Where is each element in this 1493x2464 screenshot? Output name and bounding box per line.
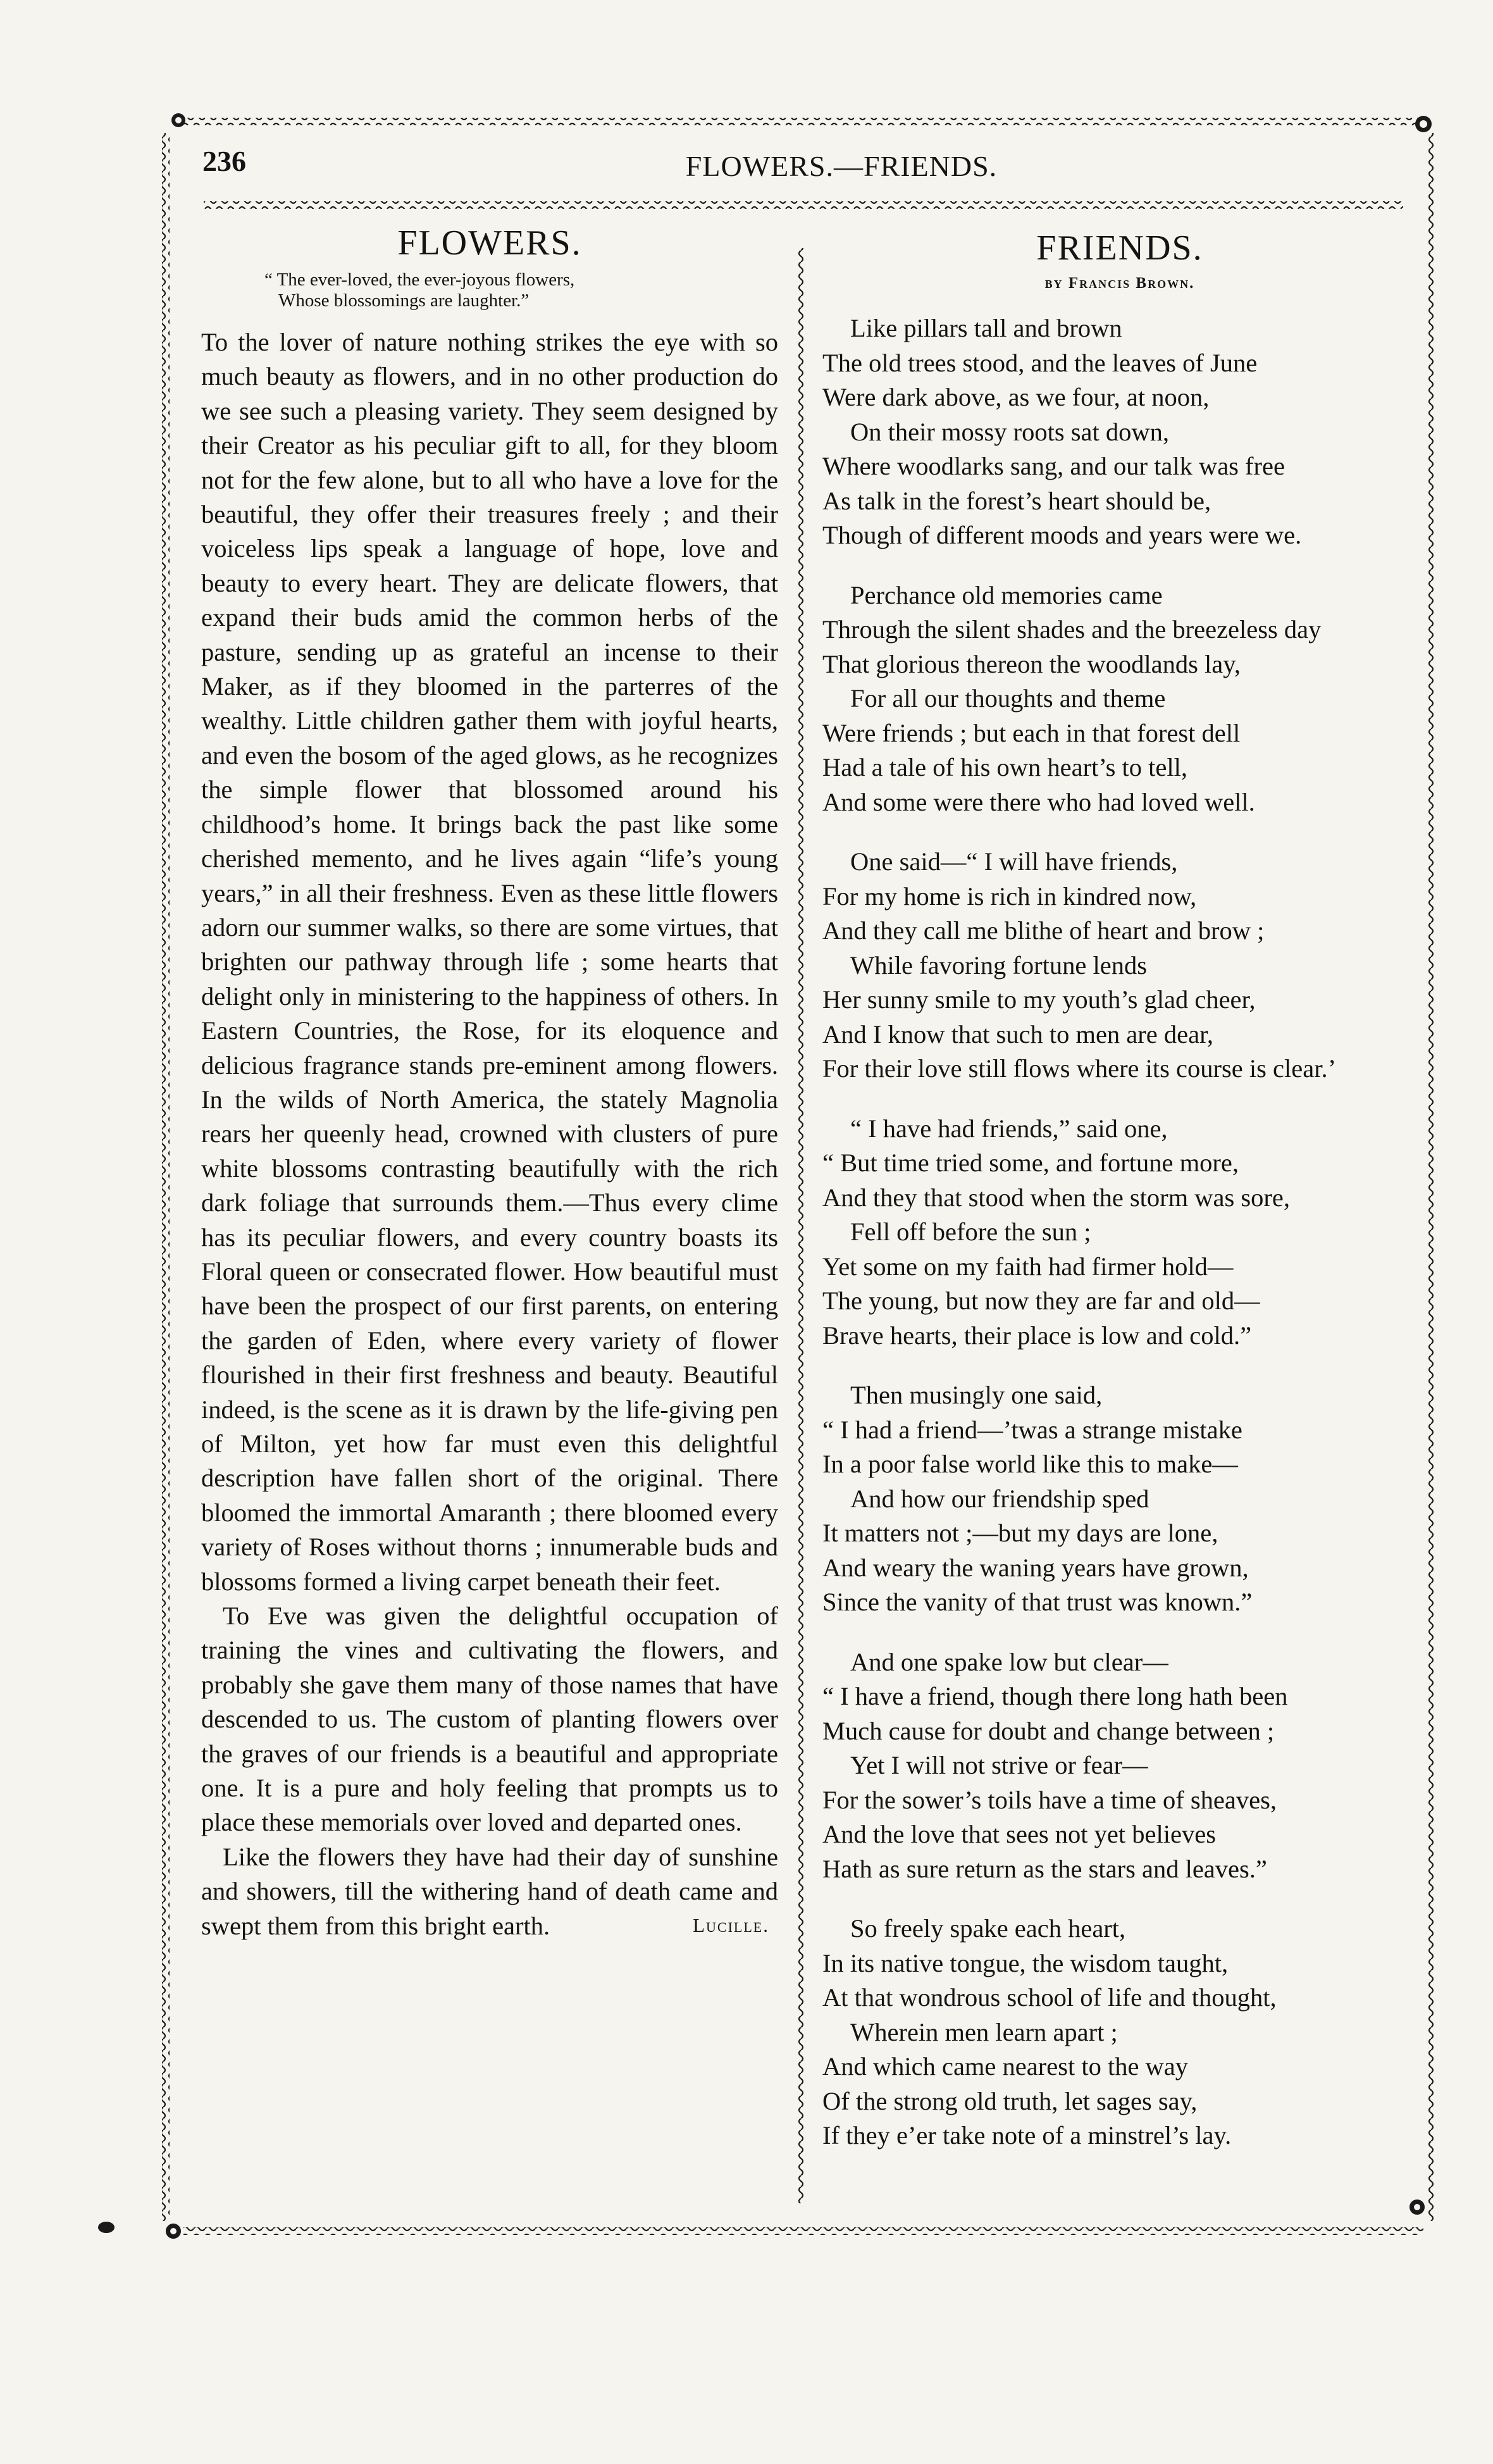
stanza [822, 1912, 1417, 2153]
running-title: FLOWERS.—FRIENDS. [685, 150, 998, 182]
poem-line: Much cause for doubt and change between ; [822, 1716, 1275, 1745]
poem-line: And they call me blithe of heart and brow ; [822, 916, 1265, 945]
poem-line: In its native tongue, the wisdom taught, [822, 1948, 1229, 1977]
poem-line: And some were there who had loved well. [822, 787, 1255, 816]
poem-line: And I know that such to men are dear, [822, 1019, 1214, 1048]
poem-line: Though of different moods and years were we. [822, 521, 1302, 549]
stanza [822, 311, 1417, 553]
poem-line: Of the strong old truth, let sages say, [822, 2086, 1198, 2115]
poem-line: Since the vanity of that trust was known.” [822, 1588, 1253, 1616]
epigraph-line: Whose blossomings are laughter.” [278, 290, 530, 311]
poem-line: At that wondrous school of life and thought, [822, 1983, 1277, 2012]
poem-line: Were friends ; but each in that forest dell [822, 718, 1241, 747]
poem-line: Wherein men learn apart ; [850, 2017, 1118, 2046]
poem-line: “ But time tried some, and fortune more, [822, 1148, 1239, 1177]
poem-line: And how our friendship sped [850, 1484, 1149, 1513]
stanza [822, 1112, 1417, 1353]
article-body [201, 325, 778, 1943]
paragraph: To the lover of nature nothing strikes the eye with so much beauty as flowers, and in no other production do we see such a pleasing variety. They seem designed by their Creator as his peculiar gift to all, for they bloom not for the few alone, but to all who have a love for the beautiful, they offer their treasures freely ; and their voiceless lips speak a language of hope, love and beauty to every heart. They are delicate flowers, that expand their buds amid the common herbs of the pasture, sending up as grateful an incense to their Maker, as if they bloomed in the parterres of the wealthy. Little children gather them with joyful hearts, and even the bosom of the aged glows, as he recognizes the simple flower that blossomed around his childhood’s home. It brings back the past like some cherished memento, and he lives again “life’s young years,” in all their freshness. Even as these little flowers adorn our summer walks, so there are some virtues, that brighten our pathway through life ; some hearts that delight only in ministering to the happiness of others. In Eastern Countries, the Rose, for its eloquence and delicious fragrance stands pre-eminent among flowers. In the wilds of North America, the stately Magnolia rears her queenly head, crowned with clusters of pure white blossoms contrasting beautifully with the rich dark foliage that surrounds them.—Thus every clime has its peculiar flowers, and every country boasts its Floral queen or consecrated flower. How beautiful must have been the prospect of our first parents, on entering the garden of Eden, where every variety of flower flourished in their first freshness and beauty. Beautiful indeed, is the scene as it is drawn by the life-giving pen of Milton, yet how far must even this delightful description have fallen short of the original. There bloomed the immortal Amaranth ; there bloomed every variety of Roses without thorns ; innumerable buds and blossoms formed a living carpet beneath their feet. [201, 328, 778, 1596]
stanza [822, 1378, 1417, 1620]
stanza [822, 845, 1417, 1086]
poem-line: “ I have had friends,” said one, [850, 1114, 1168, 1143]
poem-line: Had a tale of his own heart’s to tell, [822, 753, 1187, 781]
poem-line: If they e’er take note of a minstrel’s lay. [822, 2121, 1232, 2150]
poem-line: Yet I will not strive or fear— [850, 1751, 1148, 1779]
poem-line: And weary the waning years have grown, [822, 1553, 1249, 1582]
poem-line: Hath as sure return as the stars and leaves.” [822, 1854, 1267, 1883]
poem-line: Then musingly one said, [850, 1381, 1103, 1409]
byline: by Francis Brown. [1044, 275, 1195, 292]
page-number: 236 [202, 145, 246, 177]
poem-line: Yet some on my faith had firmer hold— [822, 1252, 1234, 1281]
poem-line: Like pillars tall and brown [850, 314, 1122, 342]
author-signature: Lucille. [693, 1914, 769, 1937]
stanza [822, 578, 1417, 820]
poem-line: The young, but now they are far and old— [822, 1286, 1260, 1315]
poem-line: The old trees stood, and the leaves of June [822, 348, 1258, 377]
friends-poem [822, 228, 1417, 2179]
poem-line: One said—“ I will have friends, [850, 847, 1178, 876]
poem-line: For the sower’s toils have a time of sheaves, [822, 1785, 1277, 1814]
poem-line: Where woodlarks sang, and our talk was free [822, 452, 1285, 480]
article-title-friends: FRIENDS. [1036, 228, 1203, 268]
poem-line: While favoring fortune lends [850, 950, 1147, 980]
flowers-article [201, 215, 778, 1940]
poem-line: It matters not ;—but my days are lone, [822, 1519, 1218, 1547]
poem-line: That glorious thereon the woodlands lay, [822, 649, 1241, 678]
poem-line: Her sunny smile to my youth’s glad cheer, [822, 985, 1256, 1014]
epigraph [201, 270, 778, 311]
poem-line: In a poor false world like this to make— [822, 1450, 1238, 1478]
stanza [822, 1645, 1417, 1887]
poem-line: And they that stood when the storm was sore, [822, 1183, 1291, 1212]
paragraph: To Eve was given the delightful occupation of training the vines and cultivating the flowers, and probably she gave them many of those names that have descended to us. The custom of planting flowers over the graves of our friends is a beautiful and appropriate one. It is a pure and holy feeling that prompts us to place these memorials over loved and departed ones. [201, 1602, 778, 1837]
poem-line: So freely spake each heart, [850, 1914, 1126, 1943]
poem-body [822, 311, 1417, 2153]
poem-line: “ I had a friend—’twas a strange mistake [822, 1415, 1242, 1444]
poem-line: For my home is rich in kindred now, [822, 881, 1197, 911]
poem-line: And one spake low but clear— [850, 1647, 1168, 1676]
poem-line: For all our thoughts and theme [850, 684, 1166, 712]
poem-line: Were dark above, as we four, at noon, [822, 383, 1210, 411]
poem-line: And the love that sees not yet believes [822, 1820, 1216, 1848]
poem-line: “ I have a friend, though there long hath been [822, 1682, 1288, 1710]
poem-line: Perchance old memories came [850, 580, 1163, 609]
article-title-flowers: FLOWERS. [397, 223, 582, 263]
poem-line: And which came nearest to the way [822, 2052, 1189, 2081]
poem-line: Brave hearts, their place is low and cold.” [822, 1321, 1252, 1350]
poem-line: Fell off before the sun ; [850, 1217, 1091, 1246]
poem-line: For their love still flows where its course is clear.’ [822, 1054, 1337, 1083]
epigraph-line: “ The ever-loved, the ever-joyous flowers, [264, 270, 575, 290]
poem-line: As talk in the forest’s heart should be, [822, 486, 1211, 515]
paragraph: Like the flowers they have had their day of sunshine and showers, till the withering hand of death came and swept them from this bright earth. [201, 1842, 778, 1940]
poem-line: Through the silent shades and the breezeless day [822, 615, 1322, 644]
poem-line: On their mossy roots sat down, [850, 417, 1169, 446]
